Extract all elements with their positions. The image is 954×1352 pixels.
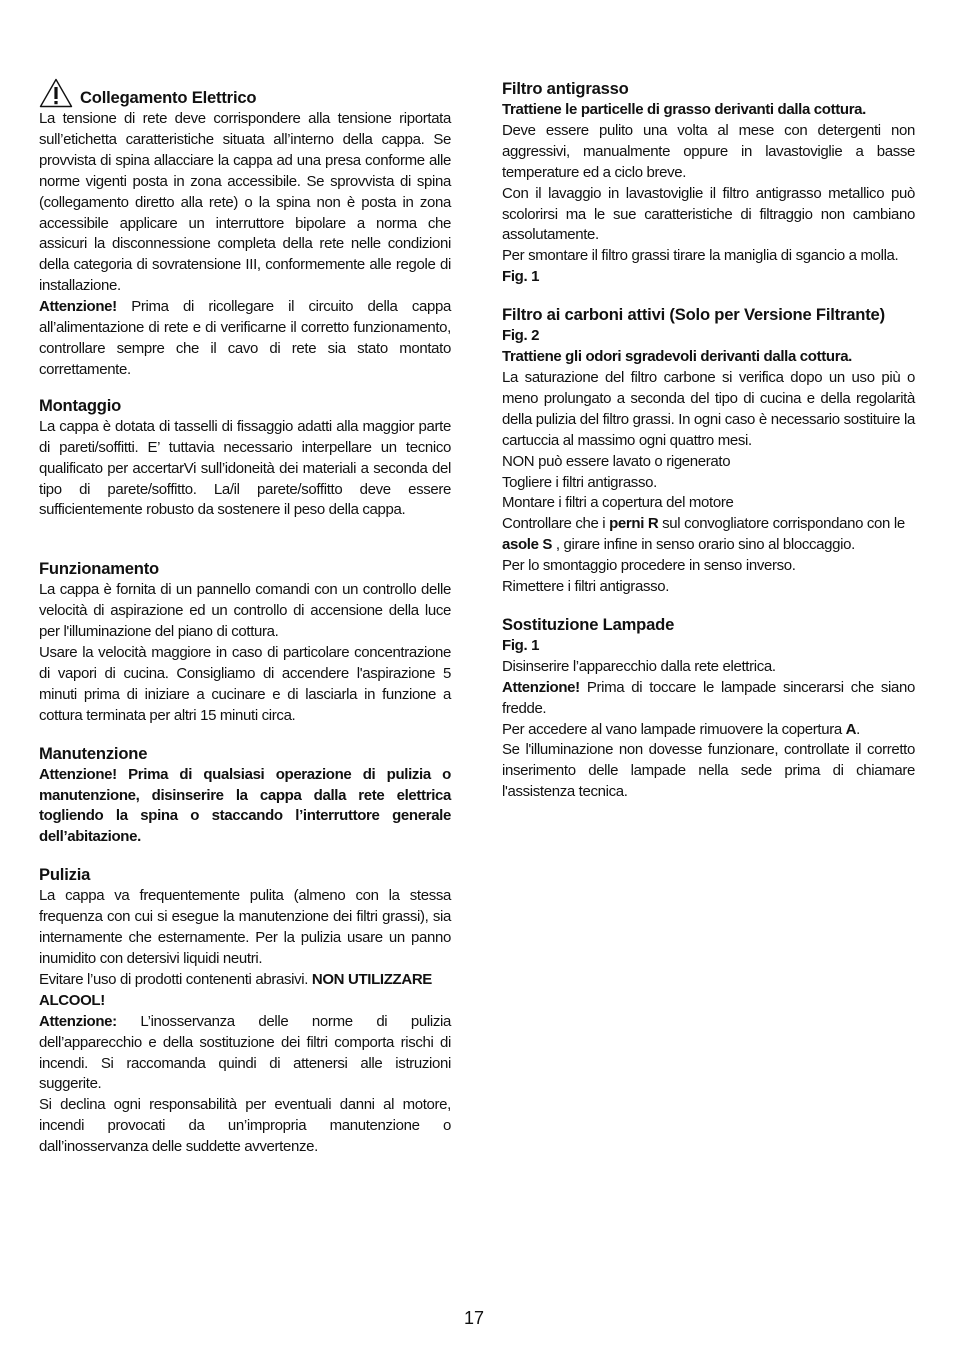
section-title-filtro-carboni: Filtro ai carboni attivi (Solo per Versione Filtrante): [502, 305, 885, 325]
section-title-pulizia: Pulizia: [39, 865, 91, 885]
bold-label: perni R: [609, 515, 659, 533]
bold-label: Attenzione:: [39, 1012, 117, 1030]
text-run: Prima di ricollegare il circuito della cappa all’alimentazione di rete e di verificarne il corretto funzionamento, controllare sempre che il cavo di rete sia stato montato correttamente.: [39, 298, 451, 378]
paragraph: Deve essere pulito una volta al mese con detergenti non aggressivi, manualmente oppure in lavastoviglie a basse temperature ed a ciclo breve.: [502, 121, 915, 181]
text-run: sul convogliatore corrispondano con le: [658, 515, 905, 533]
paragraph: Rimettere i filtri antigrasso.: [502, 578, 670, 596]
section-title: Collegamento Elettrico: [80, 88, 257, 107]
page-number: 17: [464, 1308, 485, 1328]
paragraph: La cappa è fornita di un pannello comandi con un controllo delle velocità di aspirazione ed un controllo di accensione della luce per l'illuminazione del piano di cottura.: [39, 581, 451, 641]
paragraph: Per lo smontaggio procedere in senso inverso.: [502, 557, 796, 575]
paragraph: Togliere i filtri antigrasso.: [502, 473, 657, 491]
paragraph: [502, 678, 915, 720]
figure-reference: Fig. 1: [502, 636, 540, 654]
paragraph: La tensione di rete deve corrispondere alla tensione riportata sull’etichetta caratteristiche situata all’interno della cappa. Se provvista di spina allacciare la cappa ad una presa conforme alle norme vigenti posta in zona accessibile. Se sprovvista di spina (collegamento diretto alla rete) o la spina non è posta in zona accessibile applicare un interruttore bipolare a norma che assicuri la disconnessione completa della rete nelle condizioni della categoria di sovratensione III, conformemente alle regole di installazione.: [39, 110, 451, 295]
paragraph: La saturazione del filtro carbone si verifica dopo un uso più o meno prolungato a seconda del tipo di cucina e della regolarità della pulizia del filtro grassi. In ogni caso è necessario sostituire la cartuccia al massimo ogni quattro mesi.: [502, 368, 915, 449]
paragraph: Disinserire l’apparecchio dalla rete elettrica.: [502, 657, 776, 675]
section-title-filtro-antigrasso: Filtro antigrasso: [502, 79, 629, 98]
paragraph: [39, 297, 451, 381]
bold-label: NON UTILIZZARE ALCOOL!: [39, 970, 432, 1009]
bold-label: Attenzione!: [502, 678, 580, 696]
paragraph: Si declina ogni responsabilità per eventuali danni al motore, incendi provocati da un’impropria manutenzione o dall’inosservanza delle suddette avvertenze.: [39, 1096, 451, 1156]
warning-triangle-icon: [39, 78, 73, 108]
paragraph: [502, 720, 915, 741]
section-title-manutenzione: Manutenzione: [39, 743, 148, 763]
section-title-sostituzione-lampade: Sostituzione Lampade: [502, 614, 675, 634]
figure-reference: Fig. 2: [502, 327, 540, 345]
spacer: [39, 521, 451, 558]
paragraph: Con il lavaggio in lavastoviglie il filtro antigrasso metallico può scolorirsi ma le sue caratteristiche di filtraggio non cambiano assolutamente.: [502, 184, 915, 244]
spacer: [502, 288, 915, 304]
text-run: L’inosservanza delle norme di pulizia dell’apparecchio e della sostituzione dei filtri comporta rischi di incendi. Si raccomanda quindi di attenersi alle istruzioni suggerite.: [39, 1012, 451, 1093]
paragraph-bold: Attenzione! Prima di qualsiasi operazione di pulizia o manutenzione, disinserire la cappa dalla rete elettrica togliendo la spina o staccando l’interruttore generale dell’abitazione.: [39, 765, 451, 846]
paragraph: Per smontare il filtro grassi tirare la maniglia di sgancio a molla.: [502, 247, 899, 265]
paragraph: Montare i filtri a copertura del motore: [502, 494, 734, 512]
bold-label: A: [845, 720, 857, 738]
text-run: Prima di toccare le lampade sincerarsi che siano fredde.: [502, 678, 915, 717]
spacer: [39, 381, 451, 395]
bold-label: Attenzione!: [39, 298, 117, 316]
paragraph: Usare la velocità maggiore in caso di particolare concentrazione di vapori di cucina. Consigliamo di accendere l'aspirazione 5 minuti prima di iniziare a cucinare e di lasciarla in funzione a cottura terminata per altri 15 minuti circa.: [39, 644, 451, 724]
spacer: [39, 727, 451, 743]
section-title-funzionamento: Funzionamento: [39, 559, 159, 579]
paragraph: La cappa va frequentemente pulita (almeno con la stessa frequenza con cui si esegue la manutenzione dei filtri grassi), sia internamente che esternamente. Per la pulizia usare un panno inumidito con detersivi liquidi neutri.: [39, 887, 451, 967]
bold-label: asole S: [502, 536, 553, 554]
paragraph: [39, 970, 451, 1012]
spacer: [39, 848, 451, 864]
paragraph: [502, 514, 915, 556]
subtitle-bold: Trattiene gli odori sgradevoli derivanti dalla cottura.: [502, 348, 853, 366]
text-run: .: [856, 720, 860, 738]
right-column: [502, 78, 915, 803]
left-column: [39, 78, 451, 1158]
text-run: , girare infine in senso orario sino al bloccaggio.: [552, 536, 855, 554]
section-heading-collegamento-elettrico: [39, 78, 451, 109]
paragraph: Se l'illuminazione non dovesse funzionare, controllate il corretto inserimento delle lampade nella sede prima di chiamare l'assistenza tecnica.: [502, 741, 915, 801]
text-run: Per accedere al vano lampade rimuovere la copertura: [502, 720, 846, 738]
subtitle-bold: Trattiene le particelle di grasso derivanti dalla cottura.: [502, 101, 866, 118]
text-run: Evitare l’uso di prodotti contenenti abrasivi.: [39, 970, 312, 988]
section-title-montaggio: Montaggio: [39, 395, 122, 415]
spacer: [502, 598, 915, 614]
paragraph: NON può essere lavato o rigenerato: [502, 452, 731, 470]
text-run: Controllare che i: [502, 515, 610, 533]
figure-reference: Fig. 1: [502, 268, 540, 286]
paragraph: [39, 1012, 451, 1096]
paragraph: La cappa è dotata di tasselli di fissaggio adatti alla maggior parte di pareti/soffitti. E’ tuttavia necessario interpellare un tecnico qualificato per accertarVi sull’idoneità dei materiali a seconda del tipo di parete/soffitto. La/il parete/soffitto deve essere sufficientemente robusto da sostenere il peso della cappa.: [39, 417, 451, 519]
